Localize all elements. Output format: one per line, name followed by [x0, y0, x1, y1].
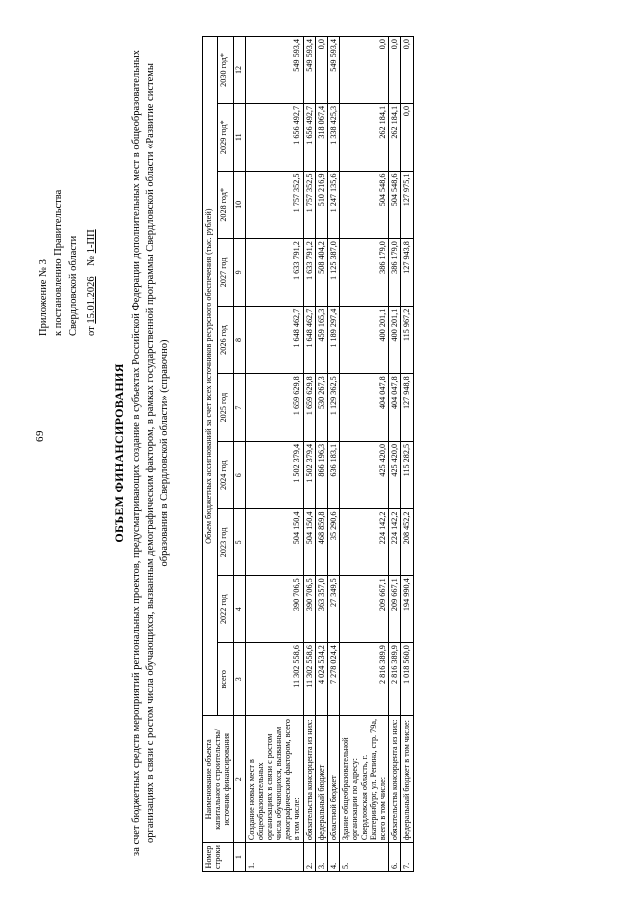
document-date: 15.01.2026 [85, 275, 97, 324]
row-label: федеральный бюджет в том числе: [401, 715, 413, 842]
index-12: 12 [233, 36, 245, 103]
table-row [303, 36, 315, 871]
header-year-2028: 2028 год* [218, 171, 233, 239]
cell-2024: 1 502 379,4 [303, 441, 315, 509]
cell-2029: 262 184,1 [340, 103, 389, 171]
cell-2027: 386 179,0 [389, 238, 401, 306]
row-label: Создание новых мест в общеобразовательных организациях в связи с ростом числа обучающихся, вызванным демографическим фактором, всего в том числе: [245, 715, 303, 842]
index-4: 4 [233, 575, 245, 642]
index-11: 11 [233, 103, 245, 171]
cell-2030: 549 593,4 [245, 36, 303, 103]
title-block [112, 28, 173, 878]
cell-2027: 1 633 791,2 [303, 238, 315, 306]
table-row [315, 36, 327, 871]
cell-2026: 1 189 297,4 [328, 306, 340, 374]
cell-2024: 1 502 379,4 [245, 441, 303, 509]
index-10: 10 [233, 171, 245, 239]
cell-2022: 209 667,1 [340, 575, 389, 642]
cell-2024: 636 183,1 [328, 441, 340, 509]
header-year-2027: 2027 год [218, 238, 233, 306]
cell-2026: 400 201,1 [340, 306, 389, 374]
header-line-3: Свердловской области [68, 235, 80, 336]
table-row [401, 36, 413, 871]
cell-2022: 363 357,0 [315, 575, 327, 642]
index-6: 6 [233, 441, 245, 509]
cell-2025: 127 948,8 [401, 373, 413, 441]
cell-2026: 459 165,3 [315, 306, 327, 374]
date-prefix: от [85, 325, 97, 336]
document-header [36, 36, 99, 336]
cell-2027: 1 633 791,2 [245, 238, 303, 306]
header-year-2022: 2022 год [218, 575, 233, 642]
header-year-2030: 2030 год* [218, 36, 233, 103]
cell-2029: 1 656 492,7 [245, 103, 303, 171]
cell-2029: 0,0 [401, 103, 413, 171]
cell-2023: 208 452,2 [401, 508, 413, 575]
index-5: 5 [233, 508, 245, 575]
row-number: 4. [328, 842, 340, 871]
table-row [389, 36, 401, 871]
cell-2030: 0,0 [315, 36, 327, 103]
cell-2023: 504 150,4 [303, 508, 315, 575]
index-9: 9 [233, 238, 245, 306]
cell-2027: 1 125 387,0 [328, 238, 340, 306]
cell-2023: 468 859,8 [315, 508, 327, 575]
cell-2026: 1 648 462,7 [245, 306, 303, 374]
table-row [245, 36, 303, 871]
row-number: 6. [389, 842, 401, 871]
index-7: 7 [233, 373, 245, 441]
header-year-2023: 2023 год [218, 508, 233, 575]
cell-total: 1 018 560,0 [401, 642, 413, 715]
table-index-row [233, 36, 245, 871]
cell-2023: 224 142,2 [389, 508, 401, 575]
cell-2026: 1 648 462,7 [303, 306, 315, 374]
row-number: 2. [303, 842, 315, 871]
cell-2030: 0,0 [401, 36, 413, 103]
cell-2023: 504 150,4 [245, 508, 303, 575]
cell-2022: 390 706,5 [245, 575, 303, 642]
cell-2029: 1 656 492,7 [303, 103, 315, 171]
cell-2028: 1 757 352,5 [245, 171, 303, 239]
header-date-line [84, 36, 99, 336]
row-number: 7. [401, 842, 413, 871]
header-year-2026: 2026 год [218, 306, 233, 374]
header-line-2: к постановлению Правительства [53, 189, 65, 336]
page-title: ОБЪЕМ ФИНАНСИРОВАНИЯ [112, 362, 126, 543]
row-label: обязательства консорцента из них: [303, 715, 315, 842]
cell-2025: 404 047,8 [389, 373, 401, 441]
cell-2022: 194 990,4 [401, 575, 413, 642]
cell-2025: 1 659 629,8 [303, 373, 315, 441]
cell-total: 7 278 024,4 [328, 642, 340, 715]
header-line-1: Приложение № 3 [38, 258, 49, 336]
row-label: областной бюджет [328, 715, 340, 842]
cell-2026: 400 201,1 [389, 306, 401, 374]
cell-2027: 508 404,2 [315, 238, 327, 306]
cell-2023: 224 142,2 [340, 508, 389, 575]
cell-2025: 530 267,3 [315, 373, 327, 441]
cell-2028: 504 548,6 [340, 171, 389, 239]
row-label: обязательства консорцента из них: [389, 715, 401, 842]
table-row [328, 36, 340, 871]
cell-total: 11 302 558,6 [245, 642, 303, 715]
cell-2024: 866 196,3 [315, 441, 327, 509]
cell-2028: 1 757 352,5 [303, 171, 315, 239]
cell-total: 11 302 558,6 [303, 642, 315, 715]
header-year-2024: 2024 год [218, 441, 233, 509]
cell-total: 2 816 389,9 [340, 642, 389, 715]
cell-total: 4 024 534,2 [315, 642, 327, 715]
cell-2024: 425 420,0 [340, 441, 389, 509]
cell-2030: 549 593,4 [303, 36, 315, 103]
cell-2022: 27 349,5 [328, 575, 340, 642]
cell-2029: 1 338 425,3 [328, 103, 340, 171]
cell-2030: 549 593,4 [328, 36, 340, 103]
cell-2027: 127 943,8 [401, 238, 413, 306]
cell-2030: 0,0 [389, 36, 401, 103]
header-year-2025: 2025 год [218, 373, 233, 441]
cell-total: 2 816 389,9 [389, 642, 401, 715]
table-row [340, 36, 389, 871]
row-number: 1. [245, 842, 303, 871]
cell-2028: 510 216,9 [315, 171, 327, 239]
cell-2024: 425 420,0 [389, 441, 401, 509]
financing-table [202, 36, 414, 872]
row-number: 5. [340, 842, 389, 871]
header-row-number: Номер строки [203, 842, 234, 871]
cell-2028: 127 975,1 [401, 171, 413, 239]
cell-2024: 115 282,5 [401, 441, 413, 509]
header-object-name: Наименование объекта капитального строительства/ источник финансирования [203, 715, 234, 842]
landscape-content [30, 28, 610, 878]
cell-2029: 318 067,4 [315, 103, 327, 171]
cell-2022: 390 706,5 [303, 575, 315, 642]
cell-2023: 35 290,6 [328, 508, 340, 575]
row-number: 3. [315, 842, 327, 871]
cell-2028: 1 247 135,6 [328, 171, 340, 239]
cell-2025: 1 129 362,5 [328, 373, 340, 441]
cell-2025: 1 659 629,8 [245, 373, 303, 441]
page-number: 69 [34, 430, 46, 442]
cell-2028: 504 548,6 [389, 171, 401, 239]
index-1: 1 [233, 842, 245, 871]
table-body [245, 36, 413, 871]
row-label: Здание общеобразовательной организации по адресу: Свердловская область, г. Екатеринбург, ул. Репина, стр. 79а, всего в том числе: [340, 715, 389, 842]
cell-2025: 404 047,8 [340, 373, 389, 441]
index-8: 8 [233, 306, 245, 374]
document-number: 1-ПП [85, 228, 97, 253]
cell-2030: 0,0 [340, 36, 389, 103]
row-label: федеральный бюджет [315, 715, 327, 842]
number-prefix: № [85, 255, 97, 266]
cell-2029: 262 184,1 [389, 103, 401, 171]
cell-2027: 386 179,0 [340, 238, 389, 306]
header-volume-group: Объем бюджетных ассигнований за счет всех источников ресурсного обеспечения (тыс. рублей) [203, 36, 218, 715]
cell-2026: 115 967,2 [401, 306, 413, 374]
header-total: всего [218, 642, 233, 715]
index-2: 2 [233, 715, 245, 842]
cell-2022: 209 667,1 [389, 575, 401, 642]
header-year-2029: 2029 год* [218, 103, 233, 171]
table-header-row [203, 36, 218, 871]
index-3: 3 [233, 642, 245, 715]
page-subtitle: за счет бюджетных средств мероприятий региональных проектов, предусматривающих создание в субъектах Российской Федерации дополнительных мест в общеобразовательных организациях в связи с ростом числа обучающихся, вызванным демографическим фактором, в рамках государственной программы Свердловской области «Развитие системы образования в Свердловской области» (справочно) [131, 49, 171, 856]
